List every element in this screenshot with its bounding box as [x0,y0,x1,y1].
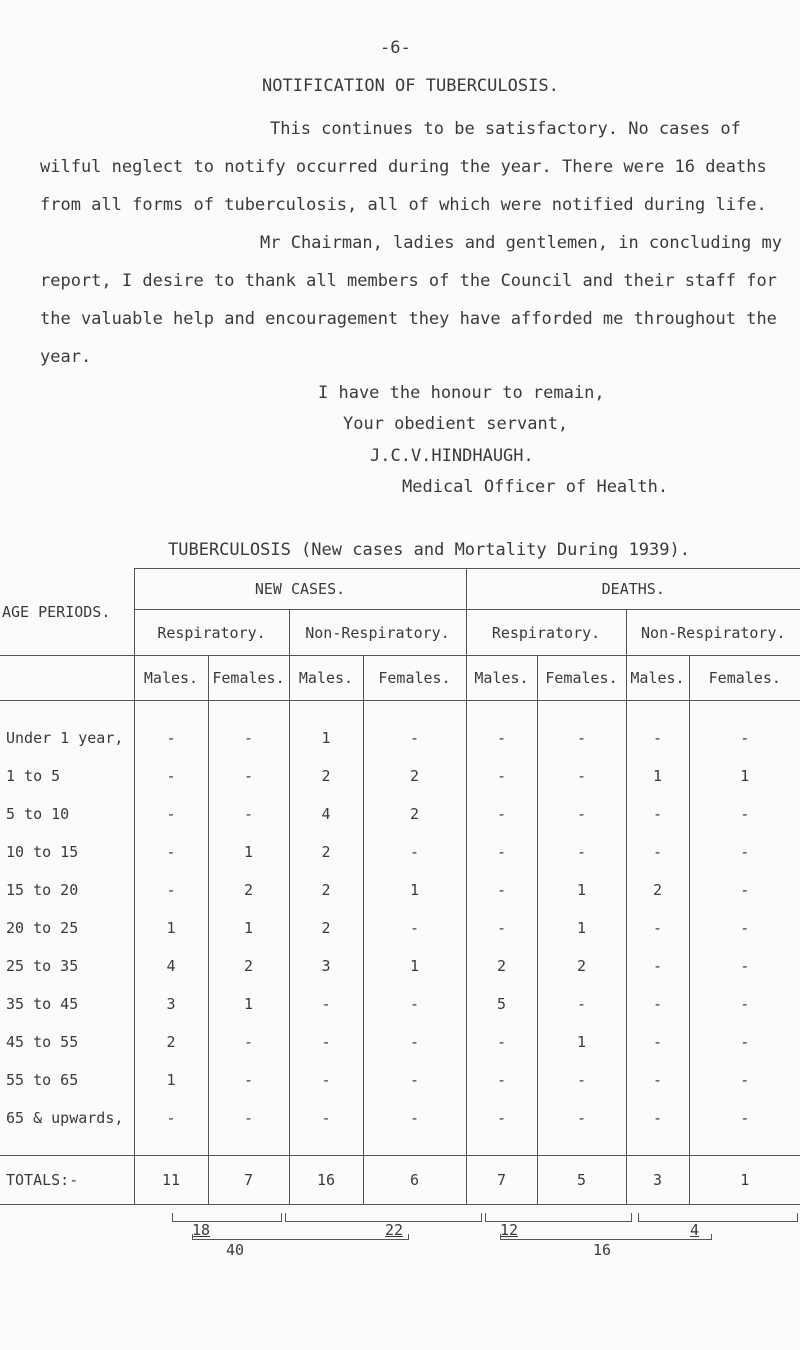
count-cell: 1 [208,909,289,947]
subtotal-new-non-respiratory: 22 [385,1221,404,1239]
count-cell: - [466,833,537,871]
count-cell: - [208,795,289,833]
table-row [0,1023,800,1061]
deaths-respiratory-header: Respiratory. [466,610,626,656]
total-cell: 7 [466,1156,537,1205]
count-cell: - [208,719,289,757]
age-period-cell: 45 to 55 [6,1033,79,1051]
table-row [0,1061,800,1099]
col-females: Females. [689,656,800,701]
tuberculosis-table [0,568,800,1205]
table-row [0,833,800,871]
age-period-cell: 55 to 65 [6,1071,79,1089]
table-row [0,1099,800,1137]
subtotal-deaths-non-respiratory: 4 [690,1221,700,1239]
count-cell: 1 [537,871,626,909]
count-cell: - [537,795,626,833]
count-cell: 1 [626,757,689,795]
count-cell: - [134,871,208,909]
paragraph-closing-remarks: Mr Chairman, ladies and gentlemen, in concluding my report, I desire to thank all members of the Council and their staff for the valuable help and encouragement they have afforded me throughout the year. [40,233,782,367]
count-cell: 2 [626,871,689,909]
age-period-cell: 20 to 25 [6,919,79,937]
count-cell: 2 [208,947,289,985]
bracket-new-all [192,1234,409,1240]
count-cell: - [134,795,208,833]
count-cell: - [466,719,537,757]
count-cell: - [626,833,689,871]
count-cell: - [208,1061,289,1099]
count-cell: - [537,719,626,757]
signature: J.C.V.HINDHAUGH. [370,446,534,466]
count-cell: 2 [289,871,363,909]
bracket-new-nonresp [285,1213,482,1222]
closing-line: I have the honour to remain, [318,383,605,403]
report-text [40,110,785,376]
count-cell: - [466,1061,537,1099]
count-cell: - [289,1099,363,1137]
count-cell: - [466,1099,537,1137]
count-cell: - [363,719,466,757]
section-heading: NOTIFICATION OF TUBERCULOSIS. [262,76,559,96]
new-respiratory-header: Respiratory. [134,610,289,656]
count-cell: 5 [466,985,537,1023]
count-cell: - [689,833,800,871]
count-cell: - [289,1061,363,1099]
count-cell: - [466,1023,537,1061]
count-cell: 1 [363,947,466,985]
count-cell: - [689,719,800,757]
count-cell: 4 [289,795,363,833]
count-cell: - [626,1061,689,1099]
count-cell: - [626,1099,689,1137]
count-cell: - [466,871,537,909]
count-cell: 2 [289,757,363,795]
count-cell: - [363,1023,466,1061]
col-females: Females. [537,656,626,701]
valediction: Your obedient servant, [343,414,569,434]
count-cell: - [134,833,208,871]
count-cell: - [466,909,537,947]
count-cell: 2 [537,947,626,985]
count-cell: - [689,909,800,947]
bracket-death-nonresp [638,1213,798,1222]
count-cell: 1 [537,1023,626,1061]
count-cell: - [626,719,689,757]
count-cell: 1 [208,985,289,1023]
count-cell: - [626,795,689,833]
count-cell: - [689,795,800,833]
age-period-cell: 10 to 15 [6,843,79,861]
age-period-cell: Under 1 year, [6,729,124,747]
age-period-cell: 25 to 35 [6,957,79,975]
col-males: Males. [289,656,363,701]
subtotal-deaths-all: 16 [593,1241,612,1259]
age-period-cell: 15 to 20 [6,881,79,899]
table-row [0,871,800,909]
count-cell: 1 [134,909,208,947]
table-row [0,909,800,947]
count-cell: - [537,1099,626,1137]
table-row [0,985,800,1023]
count-cell: - [689,947,800,985]
count-cell: - [134,1099,208,1137]
count-cell: 2 [134,1023,208,1061]
count-cell: - [289,1023,363,1061]
total-cell: 11 [134,1156,208,1205]
count-cell: 1 [689,757,800,795]
subtotal-new-cases-all: 40 [226,1241,245,1259]
count-cell: 1 [289,719,363,757]
total-cell: 3 [626,1156,689,1205]
deaths-non-respiratory-header: Non-Respiratory. [626,610,800,656]
count-cell: - [208,1099,289,1137]
table-title: TUBERCULOSIS (New cases and Mortality During 1939). [168,540,690,560]
count-cell: - [363,985,466,1023]
count-cell: - [289,985,363,1023]
count-cell: - [134,757,208,795]
count-cell: 2 [363,757,466,795]
count-cell: - [689,1023,800,1061]
count-cell: 1 [537,909,626,947]
col-males: Males. [134,656,208,701]
count-cell: - [626,985,689,1023]
count-cell: - [466,795,537,833]
count-cell: - [626,1023,689,1061]
count-cell: 2 [208,871,289,909]
count-cell: 3 [289,947,363,985]
table-row [0,757,800,795]
table-row [0,719,800,757]
paragraph-notification: This continues to be satisfactory. No cases of wilful neglect to notify occurred during the year. There were 16 deaths from all forms of tuberculosis, all of which were notified during life. [40,119,767,215]
col-females: Females. [363,656,466,701]
deaths-header: DEATHS. [466,569,800,610]
count-cell: - [537,757,626,795]
total-cell: 16 [289,1156,363,1205]
count-cell: - [363,1061,466,1099]
subtotal-brackets [0,1213,800,1273]
age-period-cell: 65 & upwards, [6,1109,124,1127]
table-row [0,947,800,985]
new-cases-header: NEW CASES. [134,569,466,610]
count-cell: - [537,833,626,871]
count-cell: 1 [134,1061,208,1099]
count-cell: - [537,985,626,1023]
signature-title: Medical Officer of Health. [402,477,669,497]
age-period-cell: 1 to 5 [6,767,61,785]
count-cell: - [134,719,208,757]
page-number: -6- [380,38,411,58]
count-cell: - [363,833,466,871]
table-row [0,795,800,833]
count-cell: - [626,947,689,985]
subtotal-new-respiratory: 18 [192,1221,211,1239]
count-cell: - [466,757,537,795]
age-period-cell: 5 to 10 [6,805,70,823]
new-non-respiratory-header: Non-Respiratory. [289,610,466,656]
count-cell: - [689,985,800,1023]
col-males: Males. [626,656,689,701]
blank-header [0,656,134,701]
bracket-death-all [500,1234,712,1240]
total-cell: 5 [537,1156,626,1205]
count-cell: - [363,909,466,947]
count-cell: - [208,757,289,795]
totals-row [0,1156,800,1205]
total-cell: 7 [208,1156,289,1205]
count-cell: 2 [466,947,537,985]
count-cell: - [537,1061,626,1099]
age-periods-header: AGE PERIODS. [0,569,134,656]
totals-label: TOTALS:- [0,1156,134,1205]
age-period-cell: 35 to 45 [6,995,79,1013]
count-cell: - [626,909,689,947]
count-cell: 3 [134,985,208,1023]
total-cell: 6 [363,1156,466,1205]
total-cell: 1 [689,1156,800,1205]
count-cell: - [363,1099,466,1137]
count-cell: 2 [289,909,363,947]
count-cell: 2 [289,833,363,871]
count-cell: - [689,1061,800,1099]
subtotal-deaths-respiratory: 12 [500,1221,519,1239]
count-cell: 4 [134,947,208,985]
col-males: Males. [466,656,537,701]
count-cell: - [208,1023,289,1061]
count-cell: 1 [363,871,466,909]
bracket-new-resp [172,1213,282,1222]
count-cell: 1 [208,833,289,871]
count-cell: - [689,1099,800,1137]
col-females: Females. [208,656,289,701]
count-cell: - [689,871,800,909]
count-cell: 2 [363,795,466,833]
